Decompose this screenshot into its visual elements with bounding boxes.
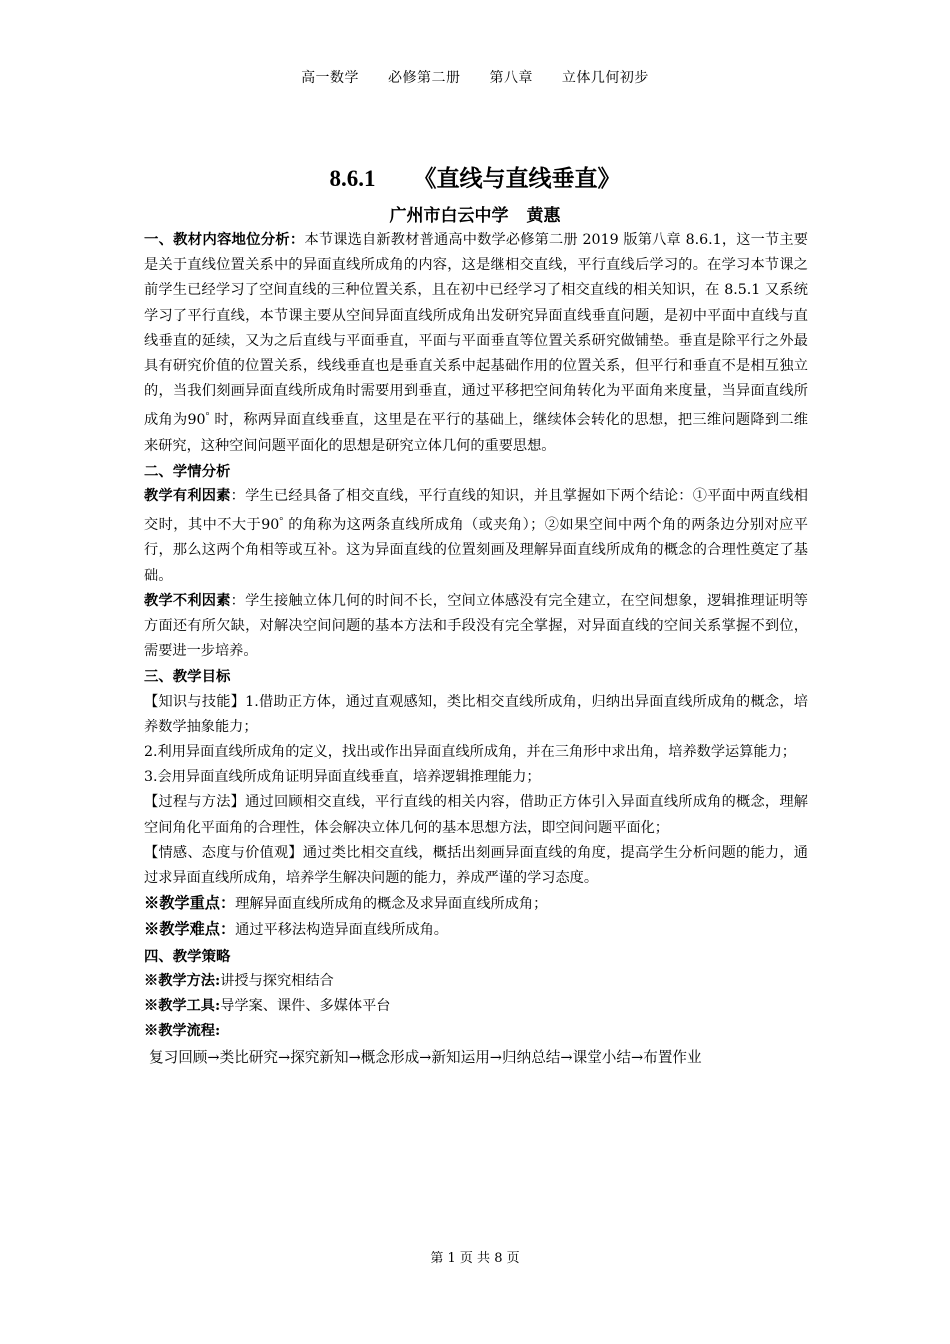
- header-topic: 立体几何初步: [561, 70, 649, 86]
- degree-symbol: °: [279, 516, 284, 528]
- running-header: [0, 67, 950, 87]
- goal-item-2: 2.利用异面直线所成角的定义，找出或作出异面直线所成角，并在三角形中求出角，培养数学运算能力；: [144, 744, 796, 761]
- header-book: 必修第二册: [388, 70, 461, 86]
- page-title: [0, 160, 950, 193]
- difficulty-text: 通过平移法构造异面直线所成角。: [235, 922, 448, 939]
- document-body: [144, 227, 808, 1070]
- tools-label: ※教学工具:: [144, 998, 221, 1015]
- section1-paragraph: [144, 227, 808, 459]
- teaching-tools: [144, 994, 808, 1019]
- section1-angle: 90: [187, 412, 206, 429]
- author-school: 广州市白云中学: [389, 206, 509, 226]
- tools-text: 导学案、课件、多媒体平台: [220, 998, 391, 1015]
- method-text: 讲授与探究相结合: [220, 972, 334, 989]
- teaching-flow: 复习回顾→类比研究→探究新知→概念形成→新知运用→归纳总结→课堂小结→布置作业: [149, 1048, 702, 1066]
- header-chapter: 第八章: [489, 70, 533, 86]
- unfavorable-text: ：学生接触立体几何的时间不长，空间立体感没有完全建立，在空间想象，逻辑推理证明等方面还有所欠缺，对解决空间问题的基本方法和手段没有完全掌握，对异面直线的空间关系掌握不到位，需要进一步培养。: [144, 592, 808, 660]
- author-name: 黄惠: [526, 206, 561, 226]
- author-line: [0, 201, 950, 226]
- unfavorable-label: 教学不利因素: [144, 592, 231, 609]
- section1-text-before: 本节课选自新教材普通高中数学必修第二册 2019 版第八章 8.6.1，这一节主要是关于直线位置关系中的异面直线所成角的内容，这是继相交直线，平行直线后学习的。在学习本节课之前学生已经学习了空间直线的三种位置关系，且在初中已经学习了相交直线的相关知识，在 8.5.1 又系统学习了平行直线，本节课主要从空间异面直线所成角出发研究异面直线垂直问题，是初中平面中直线与直线垂直的延续，又为之后直线与平面垂直，平面与平面垂直等位置关系研究做铺垫。垂直是除平行之外最具有研究价值的位置关系，线线垂直也是垂直关系中起基础作用的位置关系，但平行和垂直不是相互独立的，当我们刻画异面直线所成角时需要用到垂直，通过平移把空间角转化为平面角来度量，当异面直线所成角为: [144, 232, 808, 429]
- favorable-text-before: ：学生已经具备了相交直线，平行直线的知识，并且掌握如下两个结论：①平面中两直线相交时，其中不大于: [144, 488, 808, 534]
- goal-process: 【过程与方法】通过回顾相交直线，平行直线的相关内容，借助正方体引入异面直线所成角的概念，理解空间角化平面角的合理性，体会解决立体几何的基本思想方法，即空间问题平面化；: [144, 794, 808, 836]
- title-text: 《直线与直线垂直》: [413, 165, 621, 192]
- favorable-paragraph: [144, 484, 808, 589]
- favorable-label: 教学有利因素: [144, 488, 231, 505]
- header-subject: 高一数学: [301, 70, 360, 86]
- goal-item-3: 3.会用异面直线所成角证明异面直线垂直，培养逻辑推理能力；: [144, 769, 541, 786]
- goal-knowledge: 【知识与技能】1.借助正方体，通过直观感知，类比相交直线所成角，归纳出异面直线所成角的概念，培养数学抽象能力；: [144, 693, 808, 735]
- unfavorable-paragraph: [144, 589, 808, 665]
- goal-emotion: 【情感、态度与价值观】通过类比相交直线，概括出刻画异面直线的角度，提高学生分析问题的能力，通过求异面直线所成角，培养学生解决问题的能力，养成严谨的学习态度。: [144, 844, 808, 887]
- teaching-method: [144, 969, 808, 994]
- section3-heading: 三、教学目标: [144, 668, 231, 686]
- method-label: ※教学方法:: [144, 972, 221, 989]
- page-footer: 第 1 页 共 8 页: [430, 1251, 520, 1266]
- section1-heading: 一、教材内容地位分析：: [144, 231, 305, 248]
- difficulty-point: [144, 917, 808, 943]
- key-point: [144, 891, 808, 917]
- favorable-angle: 90: [261, 517, 280, 534]
- degree-symbol: °: [205, 411, 210, 423]
- flow-label: ※教学流程:: [144, 1023, 221, 1040]
- title-number: 8.6.1: [329, 166, 376, 191]
- section1-text-after: 时，称两异面直线垂直，这里是在平行的基础上，继续体会转化的思想，把三维问题降到二维来研究，这种空间问题平面化的思想是研究立体几何的重要思想。: [144, 412, 808, 454]
- difficulty-label: ※教学难点：: [144, 920, 236, 939]
- section2-heading: 二、学情分析: [144, 462, 231, 480]
- key-label: ※教学重点：: [144, 894, 236, 913]
- favorable-text-after: 的角称为这两条直线所成角（或夹角）；②如果空间中两个角的两条边分别对应平行，那么这两个角相等或互补。这为异面直线的位置刻画及理解异面直线所成角的概念的合理性奠定了基础。: [144, 517, 808, 584]
- section4-heading: 四、教学策略: [144, 947, 231, 965]
- key-text: 理解异面直线所成角的概念及求异面直线所成角；: [235, 896, 548, 913]
